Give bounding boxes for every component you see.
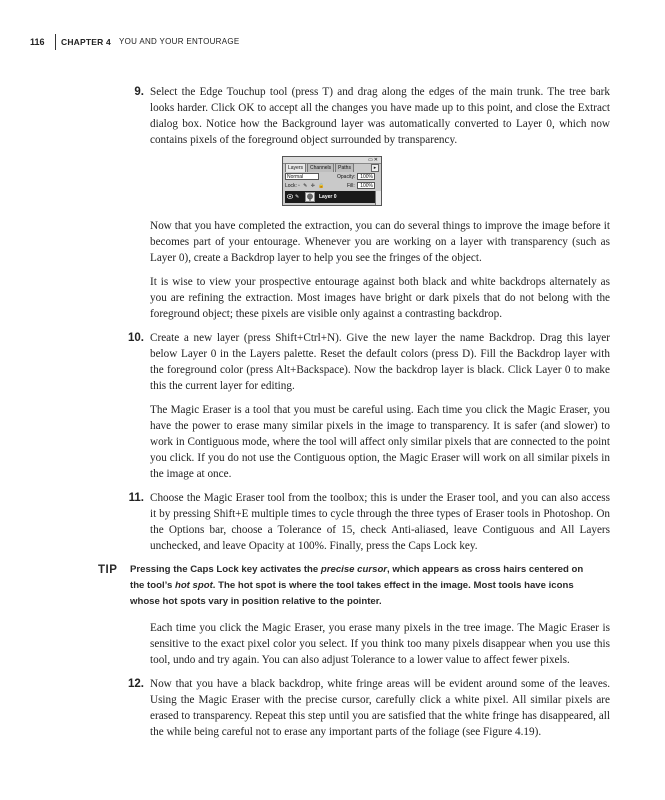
- paragraph: Now that you have completed the extraction, you can do several things to improve the image before it becomes part of your entourage. Whenever you are working on a layer with transparency (such as Layer 0), create a Backdrop layer to help you see the fringes of the object.: [150, 220, 610, 264]
- step-text: Now that you have a black backdrop, white fringe areas will be evident around some of the leaves. Using the Magic Eraser with the precise cursor, carefully click a white pixel. All similar pixels are erased to transparency. Repeat this step until you are satisfied that the white fringe has disappeared, all the while being careful not to erase any important parts of the foliage (see Figure 4.19).: [150, 678, 610, 738]
- blend-mode-select[interactable]: Normal: [285, 173, 319, 180]
- chapter-label: CHAPTER 4: [61, 37, 111, 47]
- palette-window-buttons[interactable]: ▭✕: [368, 157, 379, 163]
- lock-label: Lock:: [285, 183, 297, 189]
- layer-row[interactable]: [285, 191, 375, 203]
- step-text: Create a new layer (press Shift+Ctrl+N). Give the new layer the name Backdrop. Drag this layer below Layer 0 in the Layers palette. Reset the default colors (press D). Fill the Backdrop layer with the foreground color (press Alt+Backspace). Now the backdrop layer is black. Click Layer 0 to make this the current layer for editing.: [150, 332, 610, 392]
- layer-thumbnail: [305, 192, 315, 202]
- page-number: 116: [30, 37, 45, 47]
- tab-paths[interactable]: Paths: [335, 163, 354, 172]
- opacity-label: Opacity:: [337, 174, 356, 180]
- tab-layers[interactable]: Layers: [285, 163, 306, 172]
- tip-text: Pressing the Caps Lock key activates the: [130, 564, 321, 575]
- brush-icon: ✎: [295, 194, 300, 200]
- palette-tabs: [285, 163, 355, 172]
- palette-scrollbar[interactable]: [375, 191, 381, 205]
- paragraph: The Magic Eraser is a tool that you must be careful using. Each time you click the Magic Eraser, you have the power to erase many similar pixels in the image to transparency. It is safer (and slower) to work in Contiguous mode, where the tool will affect only similar pixels that are connected to the point you click. If you do not use the Contiguous option, the Magic Eraser will work on all similar pixels in the image at once.: [150, 404, 610, 480]
- step-11: [128, 490, 610, 554]
- eye-icon[interactable]: [287, 194, 293, 199]
- page-body: [0, 84, 665, 748]
- step-number: 12.: [128, 678, 144, 690]
- lock-icons[interactable]: ▫ ✎ ✛ 🔒: [298, 183, 326, 189]
- step-number: 11.: [128, 492, 144, 504]
- tree-thumbnail-icon: [306, 193, 314, 201]
- step-number: 10.: [128, 332, 144, 344]
- fill-label: Fill:: [347, 183, 355, 189]
- palette-menu-arrow-icon[interactable]: ▸: [371, 164, 379, 172]
- step-text: Select the Edge Touchup tool (press T) and drag along the edges of the main trunk. The tree bark looks harder. Click OK to accept all the changes you have made up to this point, and close the Extract dialog box. Notice how the Background layer was automatically converted to Layer 0, which now contains pixels of the foreground object surrounded by transparency.: [150, 86, 610, 146]
- step-12: [128, 676, 610, 740]
- header-divider: [55, 34, 56, 50]
- tip-text: . The hot spot is where the tool takes effect in the image. Most tools have icons whose hot spots vary in position relative to the pointer.: [130, 580, 574, 607]
- running-header: [0, 34, 665, 52]
- layers-palette-figure: [282, 156, 382, 206]
- layer-name: Layer 0: [319, 194, 337, 200]
- step-text: Choose the Magic Eraser tool from the toolbox; this is under the Eraser tool, and you can also access it by pressing Shift+E multiple times to cycle through the three types of Eraser tools in Photoshop. On the Options bar, choose a Tolerance of 15, check Anti-aliased, leave Contiguous and All Layers unchecked, and leave Opacity at 100%. Finally, press the Caps Lock key.: [150, 492, 610, 552]
- paragraph: Each time you click the Magic Eraser, you erase many pixels in the tree image. The Magic Eraser is sensitive to the exact pixel color you select. If you think too many pixels disappear when you use this tool, undo and try again. You can also adjust Tolerance to a lower value to affect fewer pixels.: [150, 622, 610, 666]
- paragraph: It is wise to view your prospective entourage against both black and white backdrops alternately as you are refining the extraction. Most images have bright or dark pixels that do not belong with the foreground object; these pixels are visible only against a contrasting backdrop.: [150, 276, 610, 320]
- tip-label: TIP: [98, 564, 118, 576]
- opacity-field[interactable]: 100%: [357, 173, 375, 180]
- tip-emphasis: precise cursor: [320, 564, 388, 575]
- step-10: [128, 330, 610, 394]
- palette-blend-row: [285, 173, 379, 181]
- tip-text: , which appears as cross hairs centered on the tool’s: [130, 564, 584, 591]
- fill-field[interactable]: 100%: [357, 182, 375, 189]
- step-9: [134, 84, 610, 148]
- tab-channels[interactable]: Channels: [307, 163, 334, 172]
- chapter-title: YOU AND YOUR ENTOURAGE: [119, 37, 240, 46]
- tip-box: [98, 562, 590, 610]
- layers-palette: [282, 156, 382, 206]
- tip-emphasis: hot spot: [174, 580, 213, 591]
- step-number: 9.: [134, 86, 144, 98]
- palette-lock-row: [285, 182, 379, 190]
